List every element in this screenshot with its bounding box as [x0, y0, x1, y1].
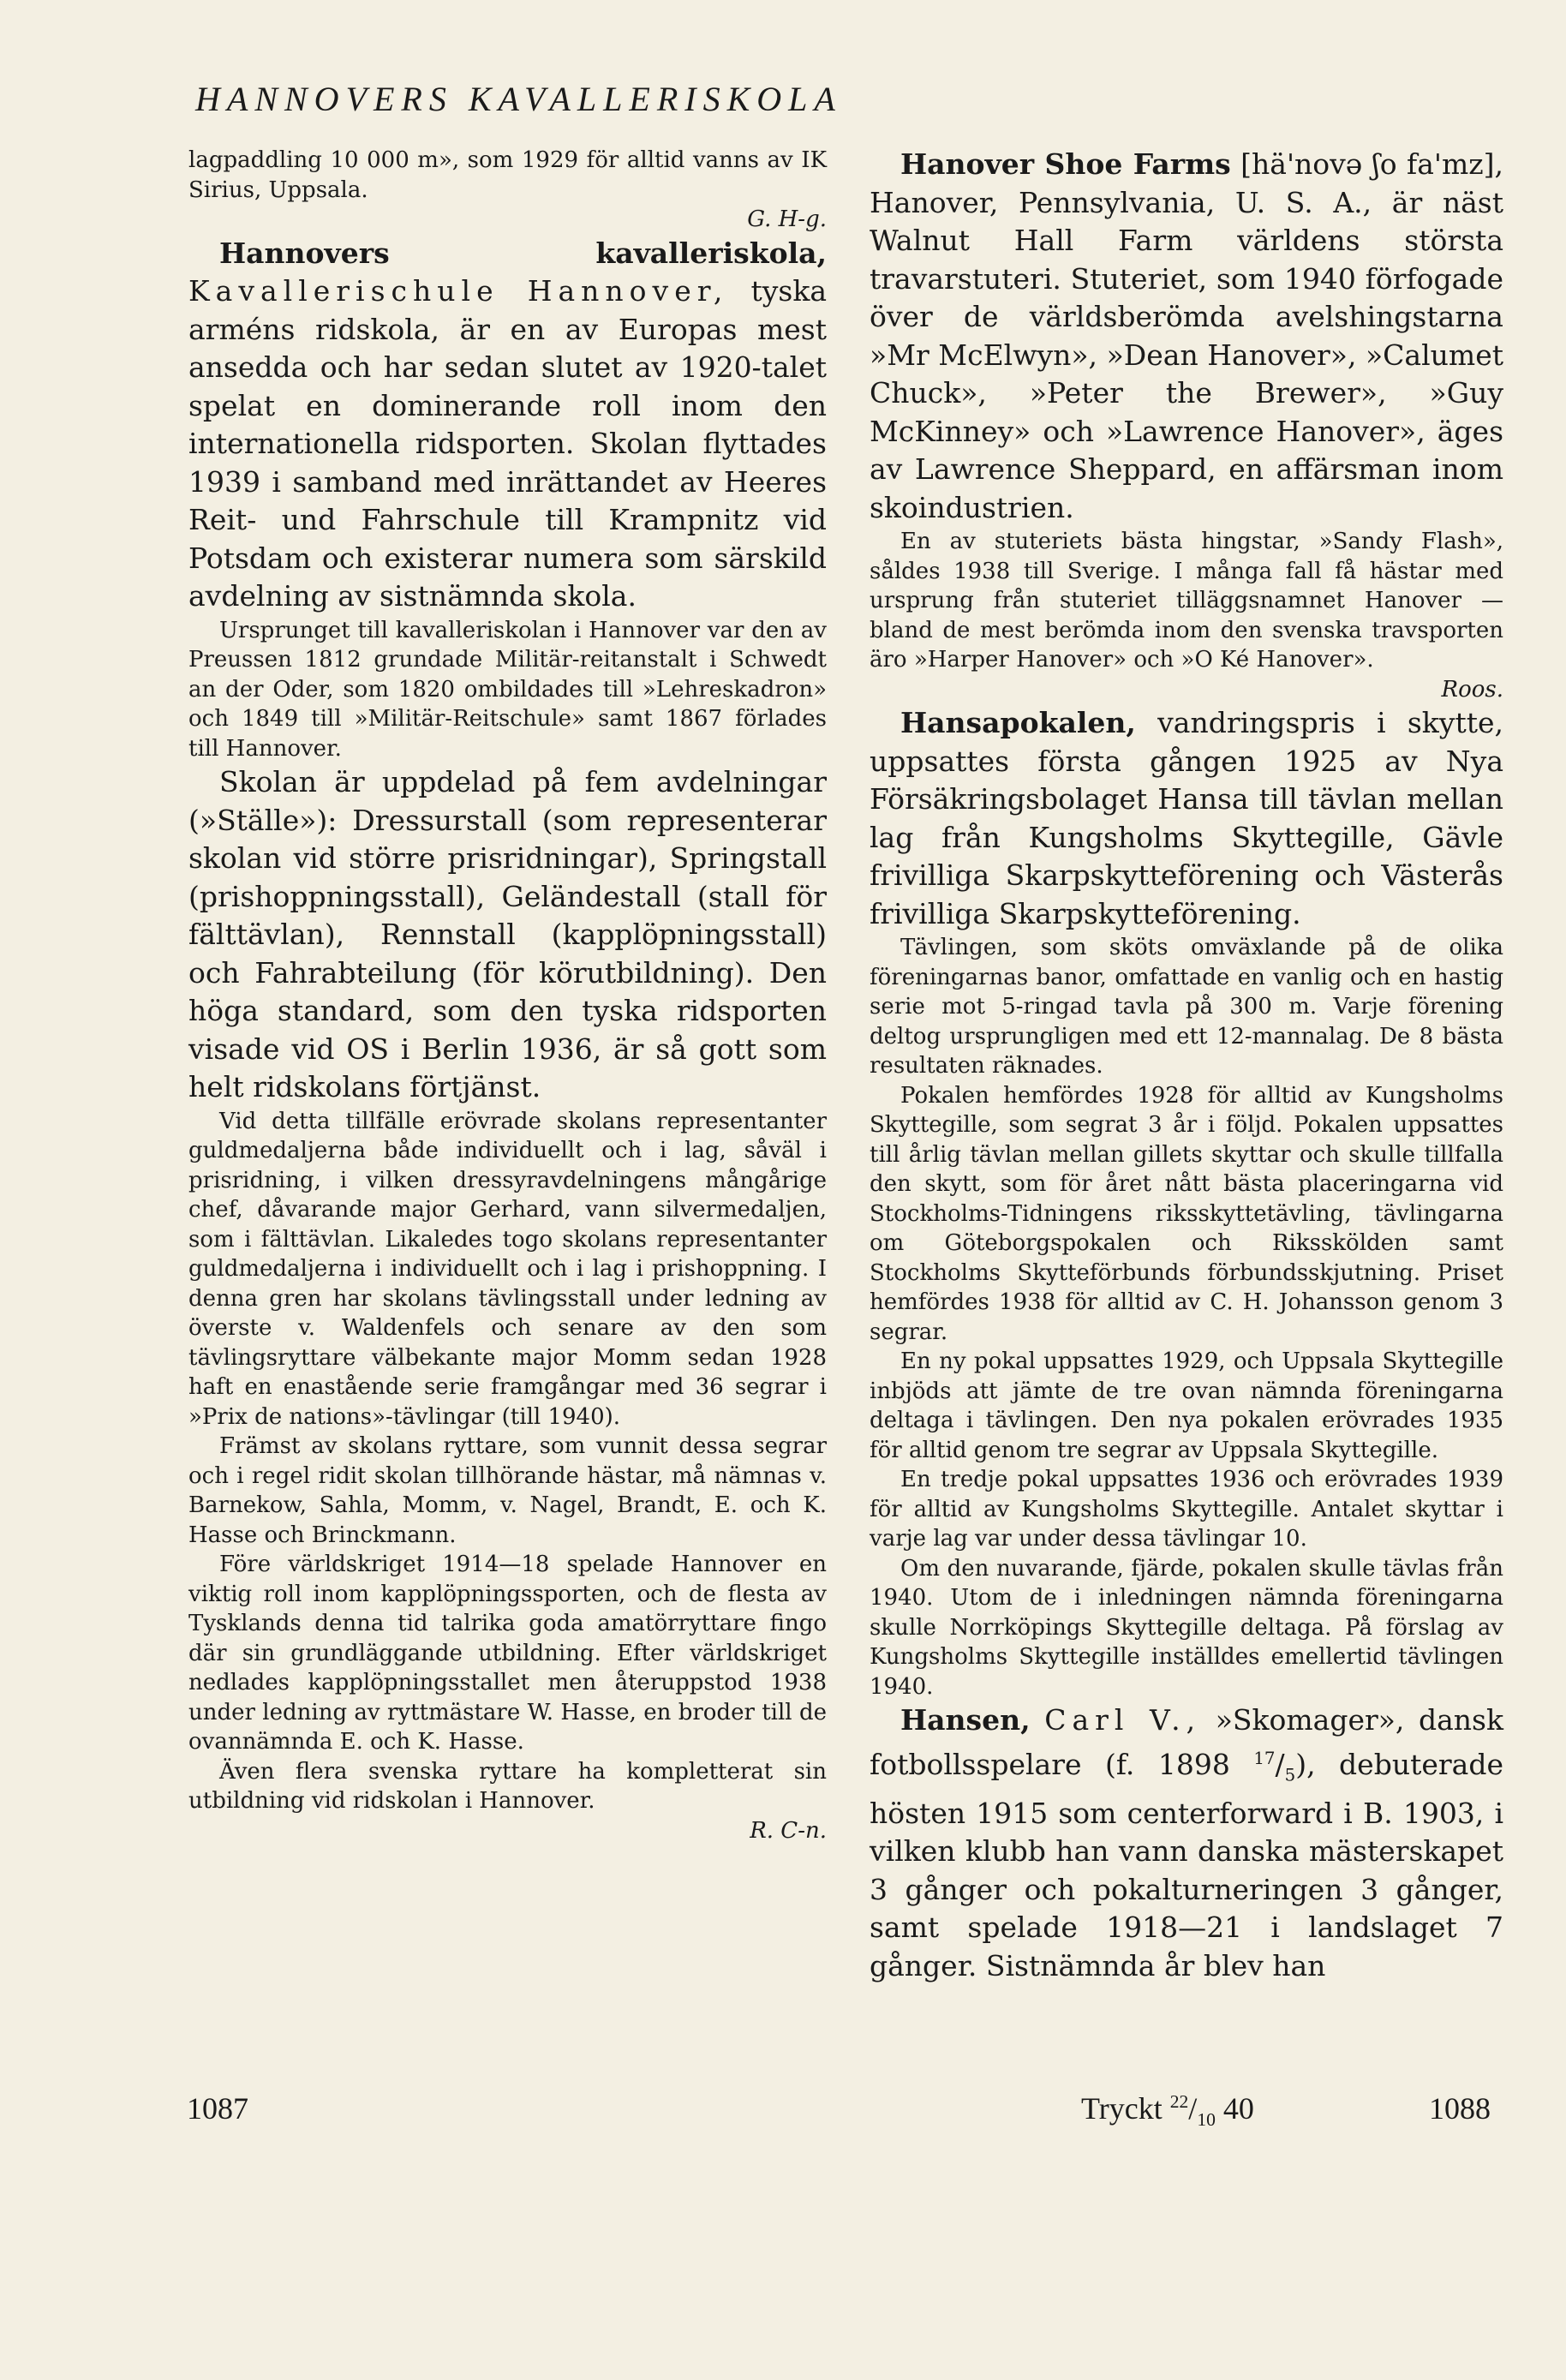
paragraph: Vid detta tillfälle erövrade skolans representanter guldmedaljerna både individuellt och i lag, såväl i prisridning, i vilken dressyravdelningens mångårige chef, dåvarande major Gerhard, vann silvermedaljen, som i fälttävlan. Likaledes togo skolans representanter guldmedaljerna i individuellt och i lag i prishoppning. I denna gren har skolans tävlingsstall under ledning av överste v. Waldenfels och senare av den som tävlingsryttare välbekante major Momm sedan 1928 haft en enastående serie framgångar med 36 segrar i »Prix de nations»-tävlingar (till 1940). — [188, 1108, 827, 1430]
paragraph: Om den nuvarande, fjärde, pokalen skulle tävlas från 1940. Utom de i inledningen nämnda föreningarna skulle Norrköpings Skyttegille deltaga. På förslag av Kungsholms Skyttegille inställdes emellertid tävlingen 1940. — [870, 1555, 1503, 1700]
paragraph — [870, 527, 1503, 704]
left-column — [188, 146, 827, 1845]
text: Även flera svenska ryttare ha kompletterat sin utbildning vid ridskolan i Hannover. — [188, 1758, 827, 1814]
entry-text: vandringspris i skytte, uppsattes första gången 1925 av Nya Försäkringsbolaget Hansa till tävlan mellan lag från Kungsholms Skyttegille, Gävle frivilliga Skarpskytteförening och Västerås frivilliga Skarpskytteförening. — [870, 706, 1503, 930]
entry-text: »Skomager», dansk fotbollsspelare (f. 1898 — [870, 1703, 1503, 1781]
pronunciation: [hä'novə ʃo fa'mz], — [1240, 147, 1503, 181]
entry-hansapokalen — [870, 704, 1503, 933]
paragraph: Ursprunget till kavalleriskolan i Hannover var den av Preussen 1812 grundade Militär-reitanstalt i Schwedt an der Oder, som 1820 ombildades till »Lehreskadron» och 1849 till »Militär-Reitschule» samt 1867 förlades till Hannover. — [188, 617, 827, 762]
signature: R. C-n. — [750, 1817, 827, 1844]
right-column — [870, 146, 1503, 1985]
paragraph: En ny pokal uppsattes 1929, och Uppsala Skyttegille inbjöds att jämte de tre ovan nämnda föreningarna deltaga i tävlingen. Den nya pokalen erövrades 1935 för alltid genom tre segrar av Uppsala Skyttegille. — [870, 1348, 1503, 1463]
german-name: Kavallerischule Hannover, — [188, 274, 729, 308]
headword: Hannovers kavalleriskola, — [219, 236, 827, 270]
headword: Hansen, — [900, 1703, 1031, 1737]
headword: Hansapokalen, — [900, 706, 1136, 739]
signature: G. H-g. — [747, 206, 827, 232]
entry-hannovers-kavalleriskola — [188, 235, 827, 616]
paragraph: En tredje pokal uppsattes 1936 och erövrades 1939 för alltid av Kungsholms Skyttegille. Antalet skyttar i varje lag var under dessa tävlingar 10. — [870, 1467, 1503, 1552]
paragraph: Tävlingen, som sköts omväxlande på de olika föreningarnas banor, omfattade en vanlig och en hastig serie mot 5-ringad tavla på 300 m. Varje förening deltog ursprungligen med ett 12-mannalag. De 8 bästa resultaten räknades. — [870, 935, 1503, 1079]
entry-text: tyska arméns ridskola, är en av Europas mest ansedda och har sedan slutet av 1920-talet spelat en dominerande roll inom den internationella ridsporten. Skolan flyttades 1939 i samband med inrättandet av Heeres Reit- und Fahrschule till Krampnitz vid Potsdam och existerar numera som särskild avdelning av sistnämnda skola. — [188, 274, 827, 613]
page-number-left: 1087 — [187, 2091, 248, 2126]
date-month: 5 — [1284, 1765, 1296, 1785]
running-head: HANNOVERS KAVALLERISKOLA — [195, 80, 842, 118]
entry-text-cont: ), debuterade hösten 1915 som centerforward i B. 1903, i vilken klubb han vann danska mästerskapet 3 gånger och pokalturneringen 3 gånger, samt spelade 1918—21 i landslaget 7 gånger. Sistnämnda år blev han — [870, 1747, 1503, 1982]
paragraph — [188, 146, 827, 235]
paragraph: Främst av skolans ryttare, som vunnit dessa segrar och i regel ridit skolan tillhörande hästar, må nämnas v. Barnekow, Sahla, Momm, v. Nagel, Brandt, E. och K. Hasse och Brinckmann. — [188, 1433, 827, 1548]
entry-hansen: Hansen, Carl V., »Skomager», dansk fotbollsspelare (f. 1898 $^{17}/_5$), debuterade hösten 1915 som centerforward i B. 1903, i vilken klubb han vann danska mästerskapet 3 gånger och pokalturneringen 3 gånger, samt spelade 1918—21 i landslaget 7 gånger. Sistnämnda år blev han — [870, 1703, 1503, 1982]
print-day: 22 — [1169, 2091, 1189, 2112]
headword: Hanover Shoe Farms — [900, 147, 1231, 181]
date-day: 17 — [1253, 1748, 1276, 1768]
signature: Roos. — [1441, 676, 1503, 703]
text: lagpaddling 10 000 m», som 1929 för alltid vanns av IK Sirius, Uppsala. — [188, 147, 827, 203]
print-label: Tryckt — [1081, 2091, 1163, 2126]
entry-hanover-shoe-farms — [870, 146, 1503, 527]
paragraph: Före världskriget 1914—18 spelade Hannover en viktig roll inom kapplöpningssporten, och de flesta av Tysklands denna tid talrika goda amatörryttare fingo där sin grundläggande utbildning. Efter världskriget nedlades kapplöpningsstallet men återuppstod 1938 under ledning av ryttmästare W. Hasse, en broder till de ovannämnda E. och K. Hasse. — [188, 1552, 827, 1755]
page-number-right: 1088 — [1429, 2091, 1491, 2126]
paragraph — [188, 1757, 827, 1846]
paragraph: Pokalen hemfördes 1928 för alltid av Kungsholms Skyttegille, som segrat 3 år i följd. Pokalen uppsattes till årlig tävlan mellan gillets skyttar och skulle tillfalla den skytt, som för året nått bästa placeringarna vid Stockholms-Tidningens riksskyttetävling, tävlingarna om Göteborgspokalen och Riksskölden samt Stockholms Skytteförbunds förbundsskjutning. Priset hemfördes 1938 för alltid av C. H. Johansson genom 3 segrar. — [870, 1082, 1503, 1345]
print-month: 10 — [1197, 2109, 1216, 2131]
given-name: Carl V., — [1044, 1703, 1202, 1737]
print-date: Tryckt $^{22}/_{10}$ 40 — [1081, 2091, 1254, 2131]
text: En av stuteriets bästa hingstar, »Sandy Flash», såldes 1938 till Sverige. I många fall få hästar med ursprung från stuteriet tilläggsnamnet Hanover — bland de mest berömda inom den svenska travsporten äro »Harper Hanover» och »O Ké Hanover». — [870, 529, 1503, 673]
paragraph: Skolan är uppdelad på fem avdelningar (»Ställe»): Dressurstall (som representerar skolan vid större prisridningar), Springstall (prishoppningsstall), Geländestall (stall för fälttävlan), Rennstall (kapplöpningsstall) och Fahrabteilung (för körutbildning). Den höga standard, som den tyska ridsporten visade vid OS i Berlin 1936, är så gott som helt ridskolans förtjänst. — [188, 765, 827, 1103]
print-year: 40 — [1222, 2091, 1254, 2126]
entry-text: Hanover, Pennsylvania, U. S. A., är näst Walnut Hall Farm världens största travarstuteri. Stuteriet, som 1940 förfogade över de världsberömda avelshingstarna »Mr McElwyn», »Dean Hanover», »Calumet Chuck», »Peter the Brewer», »Guy McKinney» och »Lawrence Hanover», äges av Lawrence Sheppard, en affärsman inom skoindustrien. — [870, 185, 1503, 524]
